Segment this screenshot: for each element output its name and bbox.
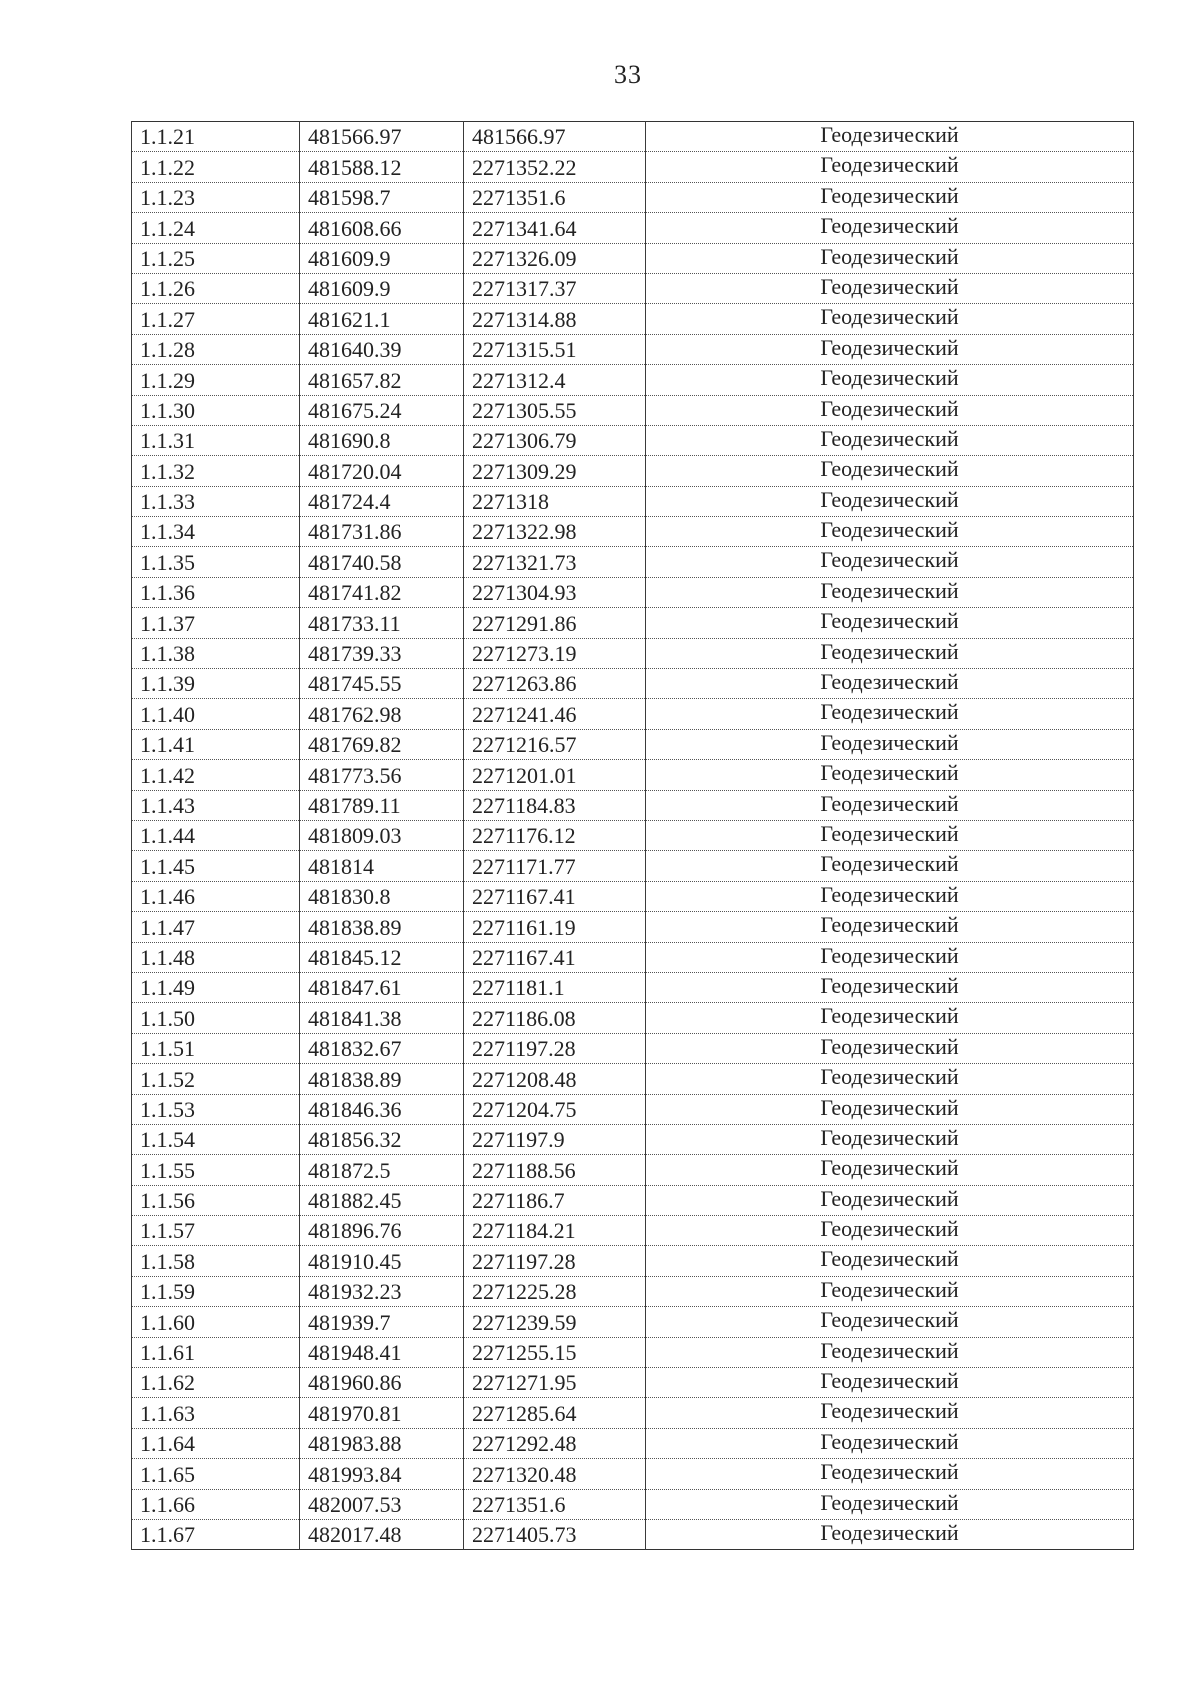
point-type-cell: Геодезический <box>646 669 1134 699</box>
x-coordinate-cell: 481910.45 <box>300 1246 464 1276</box>
point-type-cell: Геодезический <box>646 1428 1134 1458</box>
y-coordinate-cell: 2271184.83 <box>464 790 646 820</box>
y-coordinate-cell: 2271317.37 <box>464 273 646 303</box>
x-coordinate-cell: 481588.12 <box>300 152 464 182</box>
y-coordinate-cell: 2271292.48 <box>464 1428 646 1458</box>
x-coordinate-cell: 481690.8 <box>300 425 464 455</box>
y-coordinate-cell: 2271315.51 <box>464 334 646 364</box>
y-coordinate-cell: 2271239.59 <box>464 1307 646 1337</box>
point-type-cell: Геодезический <box>646 517 1134 547</box>
x-coordinate-cell: 481846.36 <box>300 1094 464 1124</box>
point-type-cell: Геодезический <box>646 1489 1134 1519</box>
point-id-cell: 1.1.62 <box>132 1368 300 1398</box>
table-row <box>132 1155 1134 1185</box>
point-type-cell: Геодезический <box>646 273 1134 303</box>
x-coordinate-cell: 481939.7 <box>300 1307 464 1337</box>
point-id-cell: 1.1.28 <box>132 334 300 364</box>
point-type-cell: Геодезический <box>646 425 1134 455</box>
y-coordinate-cell: 2271167.41 <box>464 942 646 972</box>
point-id-cell: 1.1.65 <box>132 1459 300 1489</box>
point-type-cell: Геодезический <box>646 1368 1134 1398</box>
x-coordinate-cell: 481896.76 <box>300 1216 464 1246</box>
table-row <box>132 881 1134 911</box>
table-row <box>132 820 1134 850</box>
point-id-cell: 1.1.40 <box>132 699 300 729</box>
x-coordinate-cell: 481856.32 <box>300 1124 464 1154</box>
point-type-cell: Геодезический <box>646 790 1134 820</box>
point-type-cell: Геодезический <box>646 1246 1134 1276</box>
x-coordinate-cell: 481609.9 <box>300 243 464 273</box>
x-coordinate-cell: 481621.1 <box>300 304 464 334</box>
point-type-cell: Геодезический <box>646 1337 1134 1367</box>
table-row <box>132 213 1134 243</box>
x-coordinate-cell: 481809.03 <box>300 820 464 850</box>
x-coordinate-cell: 481745.55 <box>300 669 464 699</box>
point-id-cell: 1.1.52 <box>132 1064 300 1094</box>
point-id-cell: 1.1.25 <box>132 243 300 273</box>
point-type-cell: Геодезический <box>646 851 1134 881</box>
x-coordinate-cell: 481847.61 <box>300 972 464 1002</box>
point-id-cell: 1.1.45 <box>132 851 300 881</box>
x-coordinate-cell: 481845.12 <box>300 942 464 972</box>
x-coordinate-cell: 481830.8 <box>300 881 464 911</box>
point-type-cell: Геодезический <box>646 1398 1134 1428</box>
table-row <box>132 1033 1134 1063</box>
x-coordinate-cell: 481814 <box>300 851 464 881</box>
point-id-cell: 1.1.34 <box>132 517 300 547</box>
table-row <box>132 577 1134 607</box>
table-row <box>132 972 1134 1002</box>
coordinates-table <box>131 121 1134 1550</box>
table-row <box>132 547 1134 577</box>
coordinates-table-body <box>132 122 1134 1550</box>
table-row <box>132 608 1134 638</box>
table-row <box>132 1124 1134 1154</box>
point-type-cell: Геодезический <box>646 608 1134 638</box>
x-coordinate-cell: 482007.53 <box>300 1489 464 1519</box>
point-type-cell: Геодезический <box>646 942 1134 972</box>
point-id-cell: 1.1.49 <box>132 972 300 1002</box>
point-id-cell: 1.1.27 <box>132 304 300 334</box>
x-coordinate-cell: 481789.11 <box>300 790 464 820</box>
table-row <box>132 1398 1134 1428</box>
point-id-cell: 1.1.37 <box>132 608 300 638</box>
table-row <box>132 456 1134 486</box>
point-id-cell: 1.1.38 <box>132 638 300 668</box>
x-coordinate-cell: 481724.4 <box>300 486 464 516</box>
y-coordinate-cell: 2271291.86 <box>464 608 646 638</box>
point-type-cell: Геодезический <box>646 122 1134 152</box>
point-type-cell: Геодезический <box>646 365 1134 395</box>
point-id-cell: 1.1.42 <box>132 760 300 790</box>
x-coordinate-cell: 481640.39 <box>300 334 464 364</box>
point-type-cell: Геодезический <box>646 760 1134 790</box>
y-coordinate-cell: 2271208.48 <box>464 1064 646 1094</box>
y-coordinate-cell: 2271201.01 <box>464 760 646 790</box>
y-coordinate-cell: 2271314.88 <box>464 304 646 334</box>
point-type-cell: Геодезический <box>646 486 1134 516</box>
x-coordinate-cell: 481882.45 <box>300 1185 464 1215</box>
point-id-cell: 1.1.29 <box>132 365 300 395</box>
x-coordinate-cell: 481970.81 <box>300 1398 464 1428</box>
table-row <box>132 851 1134 881</box>
point-id-cell: 1.1.67 <box>132 1519 300 1549</box>
x-coordinate-cell: 481731.86 <box>300 517 464 547</box>
x-coordinate-cell: 481983.88 <box>300 1428 464 1458</box>
point-type-cell: Геодезический <box>646 1064 1134 1094</box>
point-type-cell: Геодезический <box>646 547 1134 577</box>
point-id-cell: 1.1.59 <box>132 1276 300 1306</box>
y-coordinate-cell: 2271305.55 <box>464 395 646 425</box>
y-coordinate-cell: 2271351.6 <box>464 1489 646 1519</box>
point-id-cell: 1.1.22 <box>132 152 300 182</box>
y-coordinate-cell: 2271352.22 <box>464 152 646 182</box>
point-type-cell: Геодезический <box>646 729 1134 759</box>
point-id-cell: 1.1.58 <box>132 1246 300 1276</box>
x-coordinate-cell: 481741.82 <box>300 577 464 607</box>
y-coordinate-cell: 2271285.64 <box>464 1398 646 1428</box>
y-coordinate-cell: 2271351.6 <box>464 182 646 212</box>
x-coordinate-cell: 481769.82 <box>300 729 464 759</box>
point-id-cell: 1.1.43 <box>132 790 300 820</box>
point-id-cell: 1.1.26 <box>132 273 300 303</box>
point-type-cell: Геодезический <box>646 1185 1134 1215</box>
table-row <box>132 1216 1134 1246</box>
x-coordinate-cell: 481872.5 <box>300 1155 464 1185</box>
table-row <box>132 729 1134 759</box>
table-row <box>132 1368 1134 1398</box>
table-row <box>132 912 1134 942</box>
y-coordinate-cell: 2271321.73 <box>464 547 646 577</box>
x-coordinate-cell: 481608.66 <box>300 213 464 243</box>
point-id-cell: 1.1.66 <box>132 1489 300 1519</box>
point-id-cell: 1.1.46 <box>132 881 300 911</box>
x-coordinate-cell: 481598.7 <box>300 182 464 212</box>
y-coordinate-cell: 2271306.79 <box>464 425 646 455</box>
point-type-cell: Геодезический <box>646 881 1134 911</box>
y-coordinate-cell: 2271309.29 <box>464 456 646 486</box>
point-type-cell: Геодезический <box>646 699 1134 729</box>
table-row <box>132 1519 1134 1549</box>
point-id-cell: 1.1.35 <box>132 547 300 577</box>
point-type-cell: Геодезический <box>646 1124 1134 1154</box>
table-row <box>132 425 1134 455</box>
x-coordinate-cell: 481932.23 <box>300 1276 464 1306</box>
y-coordinate-cell: 2271273.19 <box>464 638 646 668</box>
table-row <box>132 1185 1134 1215</box>
y-coordinate-cell: 2271312.4 <box>464 365 646 395</box>
table-row <box>132 273 1134 303</box>
point-type-cell: Геодезический <box>646 638 1134 668</box>
point-type-cell: Геодезический <box>646 152 1134 182</box>
y-coordinate-cell: 2271241.46 <box>464 699 646 729</box>
y-coordinate-cell: 2271197.28 <box>464 1246 646 1276</box>
y-coordinate-cell: 2271197.9 <box>464 1124 646 1154</box>
table-row <box>132 517 1134 547</box>
table-row <box>132 1064 1134 1094</box>
point-id-cell: 1.1.64 <box>132 1428 300 1458</box>
point-id-cell: 1.1.36 <box>132 577 300 607</box>
point-id-cell: 1.1.41 <box>132 729 300 759</box>
point-id-cell: 1.1.21 <box>132 122 300 152</box>
table-row <box>132 152 1134 182</box>
x-coordinate-cell: 482017.48 <box>300 1519 464 1549</box>
y-coordinate-cell: 2271271.95 <box>464 1368 646 1398</box>
y-coordinate-cell: 2271255.15 <box>464 1337 646 1367</box>
point-type-cell: Геодезический <box>646 182 1134 212</box>
x-coordinate-cell: 481841.38 <box>300 1003 464 1033</box>
point-type-cell: Геодезический <box>646 912 1134 942</box>
x-coordinate-cell: 481773.56 <box>300 760 464 790</box>
point-id-cell: 1.1.48 <box>132 942 300 972</box>
table-row <box>132 182 1134 212</box>
point-id-cell: 1.1.23 <box>132 182 300 212</box>
point-id-cell: 1.1.44 <box>132 820 300 850</box>
point-type-cell: Геодезический <box>646 213 1134 243</box>
x-coordinate-cell: 481832.67 <box>300 1033 464 1063</box>
table-row <box>132 1489 1134 1519</box>
y-coordinate-cell: 2271161.19 <box>464 912 646 942</box>
table-row <box>132 365 1134 395</box>
point-type-cell: Геодезический <box>646 1459 1134 1489</box>
point-type-cell: Геодезический <box>646 456 1134 486</box>
page-number: 33 <box>614 60 642 89</box>
x-coordinate-cell: 481720.04 <box>300 456 464 486</box>
table-row <box>132 395 1134 425</box>
x-coordinate-cell: 481838.89 <box>300 1064 464 1094</box>
x-coordinate-cell: 481733.11 <box>300 608 464 638</box>
point-id-cell: 1.1.31 <box>132 425 300 455</box>
table-row <box>132 1003 1134 1033</box>
point-id-cell: 1.1.55 <box>132 1155 300 1185</box>
point-type-cell: Геодезический <box>646 1033 1134 1063</box>
y-coordinate-cell: 2271341.64 <box>464 213 646 243</box>
x-coordinate-cell: 481762.98 <box>300 699 464 729</box>
point-id-cell: 1.1.63 <box>132 1398 300 1428</box>
point-type-cell: Геодезический <box>646 1307 1134 1337</box>
table-row <box>132 1428 1134 1458</box>
table-row <box>132 304 1134 334</box>
point-type-cell: Геодезический <box>646 243 1134 273</box>
point-type-cell: Геодезический <box>646 1216 1134 1246</box>
point-id-cell: 1.1.56 <box>132 1185 300 1215</box>
y-coordinate-cell: 2271186.08 <box>464 1003 646 1033</box>
point-id-cell: 1.1.32 <box>132 456 300 486</box>
x-coordinate-cell: 481566.97 <box>300 122 464 152</box>
table-row <box>132 1276 1134 1306</box>
y-coordinate-cell: 2271184.21 <box>464 1216 646 1246</box>
point-id-cell: 1.1.47 <box>132 912 300 942</box>
y-coordinate-cell: 2271322.98 <box>464 517 646 547</box>
point-id-cell: 1.1.50 <box>132 1003 300 1033</box>
y-coordinate-cell: 2271204.75 <box>464 1094 646 1124</box>
point-id-cell: 1.1.33 <box>132 486 300 516</box>
table-row <box>132 942 1134 972</box>
y-coordinate-cell: 481566.97 <box>464 122 646 152</box>
table-row <box>132 790 1134 820</box>
table-row <box>132 1307 1134 1337</box>
point-type-cell: Геодезический <box>646 820 1134 850</box>
x-coordinate-cell: 481657.82 <box>300 365 464 395</box>
x-coordinate-cell: 481960.86 <box>300 1368 464 1398</box>
point-id-cell: 1.1.54 <box>132 1124 300 1154</box>
point-type-cell: Геодезический <box>646 304 1134 334</box>
point-type-cell: Геодезический <box>646 1094 1134 1124</box>
x-coordinate-cell: 481993.84 <box>300 1459 464 1489</box>
x-coordinate-cell: 481838.89 <box>300 912 464 942</box>
y-coordinate-cell: 2271320.48 <box>464 1459 646 1489</box>
point-type-cell: Геодезический <box>646 395 1134 425</box>
table-row <box>132 638 1134 668</box>
point-type-cell: Геодезический <box>646 1003 1134 1033</box>
y-coordinate-cell: 2271216.57 <box>464 729 646 759</box>
point-id-cell: 1.1.57 <box>132 1216 300 1246</box>
point-type-cell: Геодезический <box>646 577 1134 607</box>
table-row <box>132 1459 1134 1489</box>
point-id-cell: 1.1.39 <box>132 669 300 699</box>
point-type-cell: Геодезический <box>646 1276 1134 1306</box>
table-row <box>132 486 1134 516</box>
y-coordinate-cell: 2271197.28 <box>464 1033 646 1063</box>
y-coordinate-cell: 2271225.28 <box>464 1276 646 1306</box>
y-coordinate-cell: 2271186.7 <box>464 1185 646 1215</box>
x-coordinate-cell: 481740.58 <box>300 547 464 577</box>
y-coordinate-cell: 2271181.1 <box>464 972 646 1002</box>
table-row <box>132 1337 1134 1367</box>
y-coordinate-cell: 2271188.56 <box>464 1155 646 1185</box>
point-type-cell: Геодезический <box>646 334 1134 364</box>
point-id-cell: 1.1.53 <box>132 1094 300 1124</box>
x-coordinate-cell: 481739.33 <box>300 638 464 668</box>
table-row <box>132 669 1134 699</box>
y-coordinate-cell: 2271326.09 <box>464 243 646 273</box>
point-id-cell: 1.1.61 <box>132 1337 300 1367</box>
point-id-cell: 1.1.30 <box>132 395 300 425</box>
table-row <box>132 334 1134 364</box>
table-row <box>132 699 1134 729</box>
y-coordinate-cell: 2271318 <box>464 486 646 516</box>
y-coordinate-cell: 2271263.86 <box>464 669 646 699</box>
point-id-cell: 1.1.24 <box>132 213 300 243</box>
point-type-cell: Геодезический <box>646 972 1134 1002</box>
point-type-cell: Геодезический <box>646 1155 1134 1185</box>
x-coordinate-cell: 481948.41 <box>300 1337 464 1367</box>
y-coordinate-cell: 2271167.41 <box>464 881 646 911</box>
x-coordinate-cell: 481609.9 <box>300 273 464 303</box>
x-coordinate-cell: 481675.24 <box>300 395 464 425</box>
y-coordinate-cell: 2271171.77 <box>464 851 646 881</box>
table-row <box>132 760 1134 790</box>
y-coordinate-cell: 2271304.93 <box>464 577 646 607</box>
table-row <box>132 243 1134 273</box>
table-row <box>132 1246 1134 1276</box>
point-id-cell: 1.1.51 <box>132 1033 300 1063</box>
point-type-cell: Геодезический <box>646 1519 1134 1549</box>
table-row <box>132 122 1134 152</box>
point-id-cell: 1.1.60 <box>132 1307 300 1337</box>
y-coordinate-cell: 2271405.73 <box>464 1519 646 1549</box>
table-row <box>132 1094 1134 1124</box>
y-coordinate-cell: 2271176.12 <box>464 820 646 850</box>
